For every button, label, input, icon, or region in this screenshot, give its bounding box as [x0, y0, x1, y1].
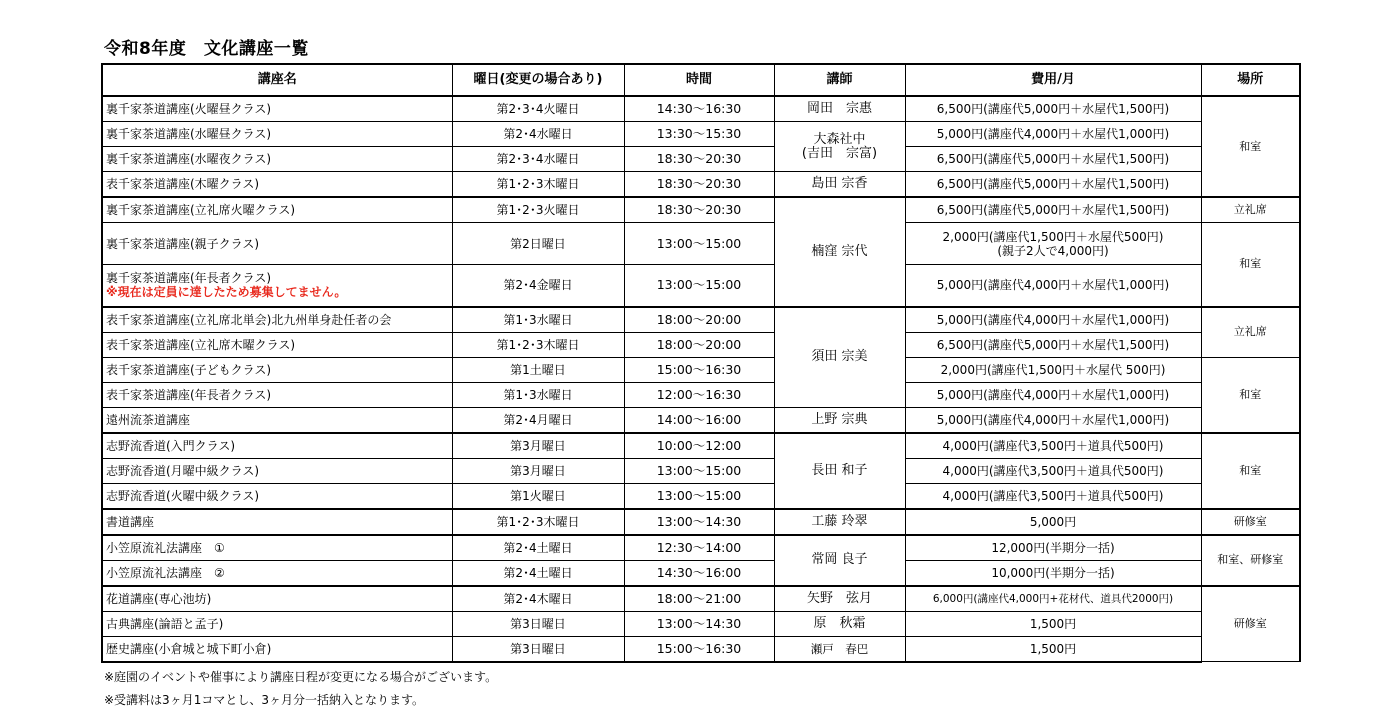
course-teacher: 工藤 玲翠: [774, 509, 905, 535]
course-name: 裏千家茶道講座(火曜昼クラス): [102, 96, 452, 122]
header-place: 場所: [1201, 64, 1300, 96]
course-day: 第3日曜日: [452, 636, 624, 662]
course-title: 裏千家茶道講座(年長者クラス): [106, 271, 272, 286]
table-row: [102, 332, 1300, 357]
table-row: [102, 458, 1300, 483]
course-fee: 1,500円: [905, 636, 1201, 662]
course-time: 13:00～15:00: [624, 483, 774, 509]
course-teacher: 瀬戸 春巴: [774, 636, 905, 662]
course-fee: 5,000円(講座代4,000円＋水屋代1,000円): [905, 307, 1201, 333]
course-fee: 5,000円: [905, 509, 1201, 535]
course-place: 和室: [1201, 433, 1300, 509]
course-teacher: 楠窪 宗代: [774, 197, 905, 307]
course-name: 書道講座: [102, 509, 452, 535]
table-header-row: [102, 64, 1300, 96]
course-teacher: 上野 宗典: [774, 407, 905, 433]
course-fee: 2,000円(講座代1,500円＋水屋代 500円): [905, 357, 1201, 382]
course-fee: 6,500円(講座代5,000円＋水屋代1,500円): [905, 96, 1201, 122]
course-fee: 10,000円(半期分一括): [905, 560, 1201, 586]
table-row: [102, 265, 1300, 307]
table-row: [102, 407, 1300, 433]
course-day: 第2･4土曜日: [452, 560, 624, 586]
course-place: 立礼席: [1201, 307, 1300, 358]
course-name: 古典講座(論語と孟子): [102, 611, 452, 636]
course-time: 18:00～20:00: [624, 307, 774, 333]
course-fee: 6,500円(講座代5,000円＋水屋代1,500円): [905, 172, 1201, 198]
header-teacher: 講師: [774, 64, 905, 96]
course-time: 18:30～20:30: [624, 147, 774, 172]
table-row: [102, 147, 1300, 172]
table-row: [102, 307, 1300, 333]
table-row: [102, 172, 1300, 198]
course-fee: 5,000円(講座代4,000円＋水屋代1,000円): [905, 265, 1201, 307]
table-row: [102, 357, 1300, 382]
course-day: 第2･4月曜日: [452, 407, 624, 433]
course-name: 表千家茶道講座(子どもクラス): [102, 357, 452, 382]
course-teacher: 矢野 弦月: [774, 586, 905, 612]
table-row: [102, 611, 1300, 636]
course-time: 13:00～15:00: [624, 223, 774, 265]
table-row: [102, 122, 1300, 147]
course-day: 第1･2･3火曜日: [452, 197, 624, 223]
course-day: 第1火曜日: [452, 483, 624, 509]
course-fee: 1,500円: [905, 611, 1201, 636]
course-name: 裏千家茶道講座(水曜夜クラス): [102, 147, 452, 172]
course-teacher: [774, 122, 905, 172]
course-fee: 6,500円(講座代5,000円＋水屋代1,500円): [905, 147, 1201, 172]
table-row: [102, 433, 1300, 459]
course-time: 13:00～15:00: [624, 458, 774, 483]
course-time: 14:30～16:00: [624, 560, 774, 586]
course-time: 18:30～20:30: [624, 172, 774, 198]
course-fee: 4,000円(講座代3,500円＋道具代500円): [905, 483, 1201, 509]
course-time: 13:00～15:00: [624, 265, 774, 307]
course-name: 遠州流茶道講座: [102, 407, 452, 433]
schedule-change-note: ※庭園のイベントや催事により講座日程が変更になる場合がございます。: [104, 670, 498, 684]
page-title: 令和8年度 文化講座一覧: [104, 39, 309, 59]
course-name: 花道講座(専心池坊): [102, 586, 452, 612]
course-name: 裏千家茶道講座(親子クラス): [102, 223, 452, 265]
table-row: [102, 223, 1300, 265]
course-name: 裏千家茶道講座(立礼席火曜クラス): [102, 197, 452, 223]
table-row: [102, 483, 1300, 509]
course-teacher: 須田 宗美: [774, 307, 905, 408]
course-name: 歴史講座(小倉城と城下町小倉): [102, 636, 452, 662]
course-day: 第2･3･4火曜日: [452, 96, 624, 122]
course-fee: 5,000円(講座代4,000円＋水屋代1,000円): [905, 122, 1201, 147]
course-fee: 6,500円(講座代5,000円＋水屋代1,500円): [905, 332, 1201, 357]
course-time: 12:00～16:30: [624, 382, 774, 407]
table-row: [102, 535, 1300, 561]
course-day: 第1･3水曜日: [452, 382, 624, 407]
course-fee: 12,000円(半期分一括): [905, 535, 1201, 561]
course-name: 小笠原流礼法講座 ②: [102, 560, 452, 586]
course-fee: [905, 223, 1201, 265]
fee-note: (親子2人で4,000円): [997, 243, 1109, 258]
course-time: 14:00～16:00: [624, 407, 774, 433]
course-day: 第1･2･3木曜日: [452, 172, 624, 198]
course-place: 和室、研修室: [1201, 535, 1300, 586]
course-time: 12:30～14:00: [624, 535, 774, 561]
course-place: 和室: [1201, 357, 1300, 433]
course-name: 表千家茶道講座(木曜クラス): [102, 172, 452, 198]
course-teacher: 長田 和子: [774, 433, 905, 509]
course-name: 志野流香道(月曜中級クラス): [102, 458, 452, 483]
course-teacher: 岡田 宗惠: [774, 96, 905, 122]
table-row: [102, 96, 1300, 122]
course-name: 表千家茶道講座(立礼席木曜クラス): [102, 332, 452, 357]
course-fee: 4,000円(講座代3,500円＋道具代500円): [905, 433, 1201, 459]
course-day: 第1･3水曜日: [452, 307, 624, 333]
course-time: 13:00～14:30: [624, 509, 774, 535]
course-name: 裏千家茶道講座(水曜昼クラス): [102, 122, 452, 147]
course-fee: 5,000円(講座代4,000円＋水屋代1,000円): [905, 407, 1201, 433]
course-day: 第3月曜日: [452, 433, 624, 459]
course-name: 志野流香道(入門クラス): [102, 433, 452, 459]
header-time: 時間: [624, 64, 774, 96]
course-time: 18:30～20:30: [624, 197, 774, 223]
course-fee: 5,000円(講座代4,000円＋水屋代1,000円): [905, 382, 1201, 407]
course-name: 志野流香道(火曜中級クラス): [102, 483, 452, 509]
courses-table: [101, 63, 1301, 663]
full-capacity-notice: ※現在は定員に達したため募集してません。: [106, 285, 347, 300]
payment-note: ※受講料は3ヶ月1コマとし、3ヶ月分一括納入となります。: [104, 693, 425, 707]
course-place: 立礼席: [1201, 197, 1300, 223]
course-place: 和室: [1201, 96, 1300, 197]
course-name: 表千家茶道講座(立礼席北単会)北九州単身赴任者の会: [102, 307, 452, 333]
table-row: [102, 509, 1300, 535]
course-name: 小笠原流礼法講座 ①: [102, 535, 452, 561]
table-row: [102, 382, 1300, 407]
course-time: 18:00～20:00: [624, 332, 774, 357]
header-day: 曜日(変更の場合あり): [452, 64, 624, 96]
course-fee: 6,000円(講座代4,000円+花材代、道具代2000円): [905, 586, 1201, 612]
course-name: [102, 265, 452, 307]
course-place: 和室: [1201, 223, 1300, 307]
course-teacher: 島田 宗香: [774, 172, 905, 198]
course-day: 第1･2･3木曜日: [452, 332, 624, 357]
course-day: 第1土曜日: [452, 357, 624, 382]
header-course-name: 講座名: [102, 64, 452, 96]
table-row: [102, 560, 1300, 586]
teacher-name: (吉田 宗富): [801, 145, 878, 161]
course-time: 18:00～21:00: [624, 586, 774, 612]
course-day: 第3月曜日: [452, 458, 624, 483]
course-place: 研修室: [1201, 509, 1300, 535]
course-time: 10:00～12:00: [624, 433, 774, 459]
course-time: 14:30～16:30: [624, 96, 774, 122]
table-row: [102, 636, 1300, 662]
course-fee: 6,500円(講座代5,000円＋水屋代1,500円): [905, 197, 1201, 223]
course-day: 第3日曜日: [452, 611, 624, 636]
course-time: 13:00～14:30: [624, 611, 774, 636]
course-time: 15:00～16:30: [624, 357, 774, 382]
course-time: 15:00～16:30: [624, 636, 774, 662]
course-teacher: 常岡 良子: [774, 535, 905, 586]
table-row: [102, 586, 1300, 612]
course-teacher: 原 秋霜: [774, 611, 905, 636]
table-row: [102, 197, 1300, 223]
fee-main: 2,000円(講座代1,500円＋水屋代500円): [942, 229, 1164, 244]
course-day: 第2･4土曜日: [452, 535, 624, 561]
course-day: 第2･3･4水曜日: [452, 147, 624, 172]
course-day: 第1･2･3木曜日: [452, 509, 624, 535]
course-day: 第2･4木曜日: [452, 586, 624, 612]
course-fee: 4,000円(講座代3,500円＋道具代500円): [905, 458, 1201, 483]
course-day: 第2日曜日: [452, 223, 624, 265]
course-time: 13:30～15:30: [624, 122, 774, 147]
course-day: 第2･4金曜日: [452, 265, 624, 307]
course-place: 研修室: [1201, 586, 1300, 662]
course-day: 第2･4水曜日: [452, 122, 624, 147]
teacher-group-name: 大森社中: [813, 131, 866, 147]
header-fee: 費用/月: [905, 64, 1201, 96]
course-name: 表千家茶道講座(年長者クラス): [102, 382, 452, 407]
